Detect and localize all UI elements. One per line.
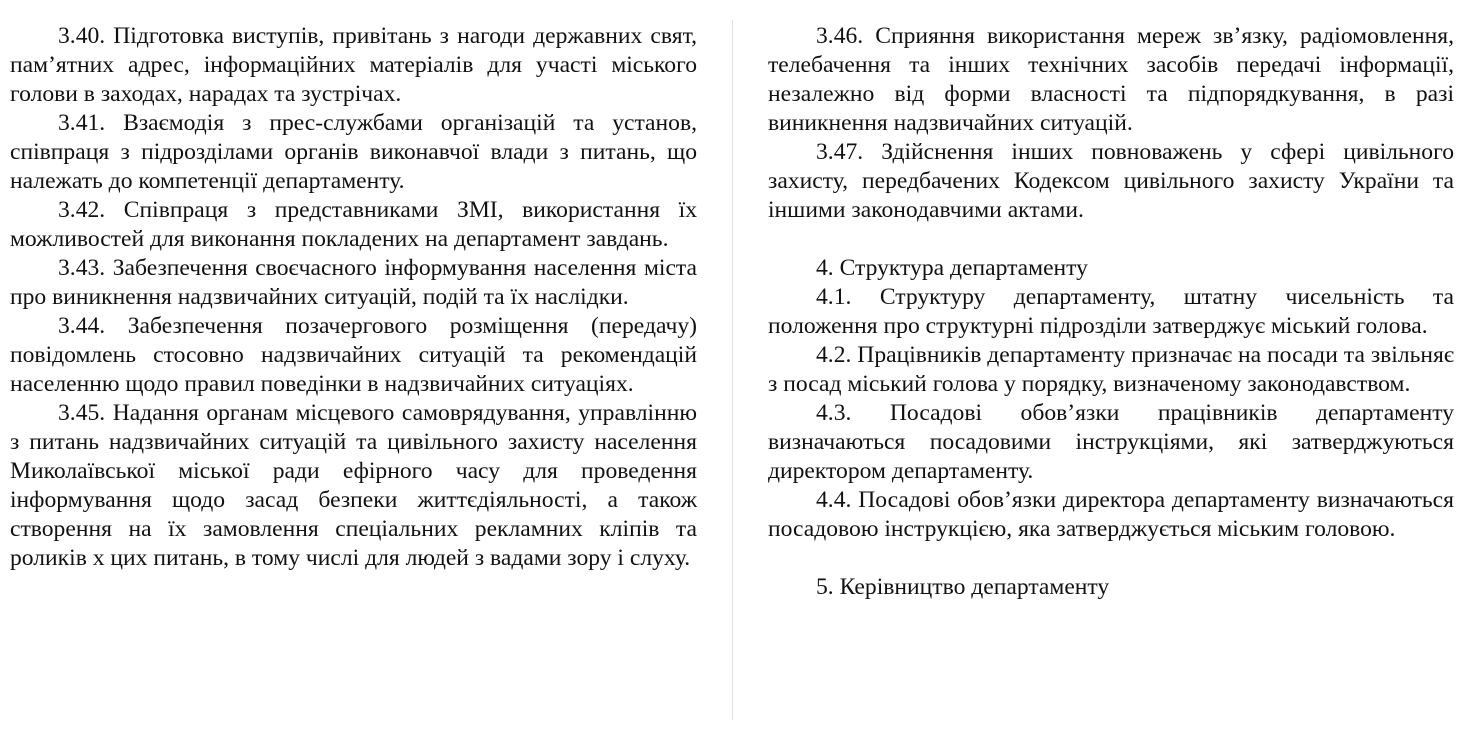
clause-3-42: 3.42. Співпраця з представниками ЗМІ, використання їх можливостей для виконання покладених на департамент завдань. — [10, 197, 697, 252]
clause-3-47: 3.47. Здійснення інших повноважень у сфері цивільного захисту, передбачених Кодексом цивільного захисту України та іншими законодавчими актами. — [768, 139, 1454, 223]
clause-3-45: 3.45. Надання органам місцевого самоврядування, управлінню з питань надзвичайних ситуацій та цивільного захисту населення Миколаївської міської ради ефірного часу для проведення інформування щодо засад безпеки життєдіяльності, а також створення на їх замовлення спеціальних рекламних кліпів та роликів х цих питань, в тому числі для людей з вадами зору і слуху. — [10, 400, 697, 571]
clause-4-2: 4.2. Працівників департаменту призначає на посади та звільняє з посад міський голова у порядку, визначеному законодавством. — [768, 342, 1454, 397]
column-divider — [732, 20, 733, 720]
spacer — [768, 544, 1454, 573]
clause-4-4: 4.4. Посадові обов’язки директора департаменту визначаються посадовою інструкцією, яка затверджується міським головою. — [768, 487, 1454, 542]
clause-3-44: 3.44. Забезпечення позачергового розміщення (передачу) повідомлень стосовно надзвичайних ситуацій та рекомендацій населенню щодо правил поведінки в надзвичайних ситуаціях. — [10, 313, 697, 397]
right-column — [768, 22, 1454, 602]
clause-3-40: 3.40. Підготовка виступів, привітань з нагоди державних свят, пам’ятних адрес, інформаційних матеріалів для участі міського голови в заходах, нарадах та зустрічах. — [10, 23, 697, 107]
left-column — [10, 22, 697, 573]
clause-4-1: 4.1. Структуру департаменту, штатну чисельність та положення про структурні підрозділи затверджує міський голова. — [768, 284, 1454, 339]
section-5-heading: 5. Керівництво департаменту — [816, 574, 1110, 600]
spacer — [768, 225, 1454, 254]
clause-4-3: 4.3. Посадові обов’язки працівників департаменту визначаються посадовими інструкціями, які затверджуються директором департаменту. — [768, 400, 1454, 484]
section-4-heading: 4. Структура департаменту — [816, 255, 1088, 281]
clause-3-43: 3.43. Забезпечення своєчасного інформування населення міста про виникнення надзвичайних ситуацій, подій та їх наслідки. — [10, 255, 697, 310]
clause-3-41: 3.41. Взаємодія з прес-службами організацій та установ, співпраця з підрозділами органів виконавчої влади з питань, що належать до компетенції департаменту. — [10, 110, 697, 194]
clause-3-46: 3.46. Сприяння використання мереж зв’язку, радіомовлення, телебачення та інших технічних засобів передачі інформації, незалежно від форми власності та підпорядкування, в разі виникнення надзвичайних ситуацій. — [768, 23, 1454, 136]
